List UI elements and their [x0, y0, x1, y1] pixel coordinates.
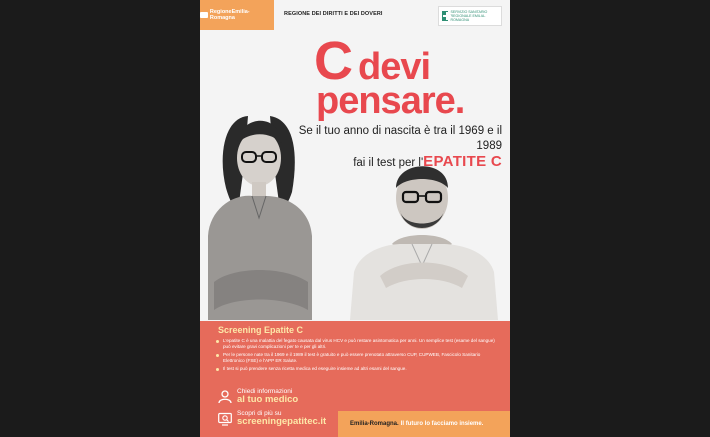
- website-small: Scopri di più su: [237, 410, 282, 417]
- subheadline-prefix: fai il test per l': [353, 157, 424, 169]
- list-item: Il test si può prendere senza ricetta medica ed eseguire insieme ad altri esami del sangue.: [216, 366, 501, 372]
- list-item: L'epatite C è una malattia del fegato causata dal virus HCV e può restare asintomatica per anni. Un semplice test (esame del sangue) può evitare gravi complicazioni per te e per gli altri.: [216, 338, 501, 349]
- subheadline-line-1: Se il tuo anno di nascita è tra il 1969 e il 1989: [298, 125, 502, 152]
- website-link[interactable]: screeningepatitec.it: [237, 416, 327, 427]
- panel-title: Screening Epatite C: [218, 325, 304, 335]
- headline-word-1: devi: [358, 46, 431, 88]
- info-panel: [200, 321, 510, 437]
- headline-dot: .: [454, 80, 465, 122]
- list-item: Per le persone nate tra il 1969 e il 1989 il test è gratuito e può essere prenotato attraverso CUP, CUPWEB, Fascicolo Sanitario Elettronico (FSE) e l'APP ER Salute.: [216, 352, 501, 363]
- ask-doctor-small: Chiedi informazioni: [237, 388, 293, 395]
- ask-doctor-row: [218, 388, 298, 405]
- footer-bold: Emilia-Romagna.: [350, 421, 399, 427]
- subheadline-highlight: EPATITE C: [423, 153, 502, 170]
- footer-tagline: [338, 411, 510, 437]
- headline-word-2: pensare: [316, 80, 455, 122]
- footer-text: Il futuro lo facciamo insieme.: [400, 421, 484, 427]
- region-logo-icon: [200, 12, 208, 18]
- web-search-icon: [218, 412, 232, 426]
- poster: [200, 0, 510, 437]
- ask-doctor-big: al tuo medico: [237, 394, 299, 405]
- ssr-logo: [438, 6, 502, 26]
- info-bullets: [216, 338, 501, 375]
- region-logo-text: RegioneEmilia-Romagna: [209, 9, 250, 21]
- headline-letter: C: [314, 31, 352, 91]
- website-row[interactable]: [218, 410, 326, 427]
- health-cross-icon: [442, 11, 448, 21]
- woman-photo: [204, 96, 316, 320]
- region-logo: [200, 0, 274, 30]
- man-photo: [350, 148, 498, 320]
- region-title: REGIONE DEI DIRITTI E DEI DOVERI: [284, 11, 383, 17]
- ssr-logo-text: SERVIZIO SANITARIO REGIONALE EMILIA-ROMAGNA: [450, 9, 488, 23]
- doctor-icon: [218, 390, 232, 404]
- headline: [314, 31, 465, 122]
